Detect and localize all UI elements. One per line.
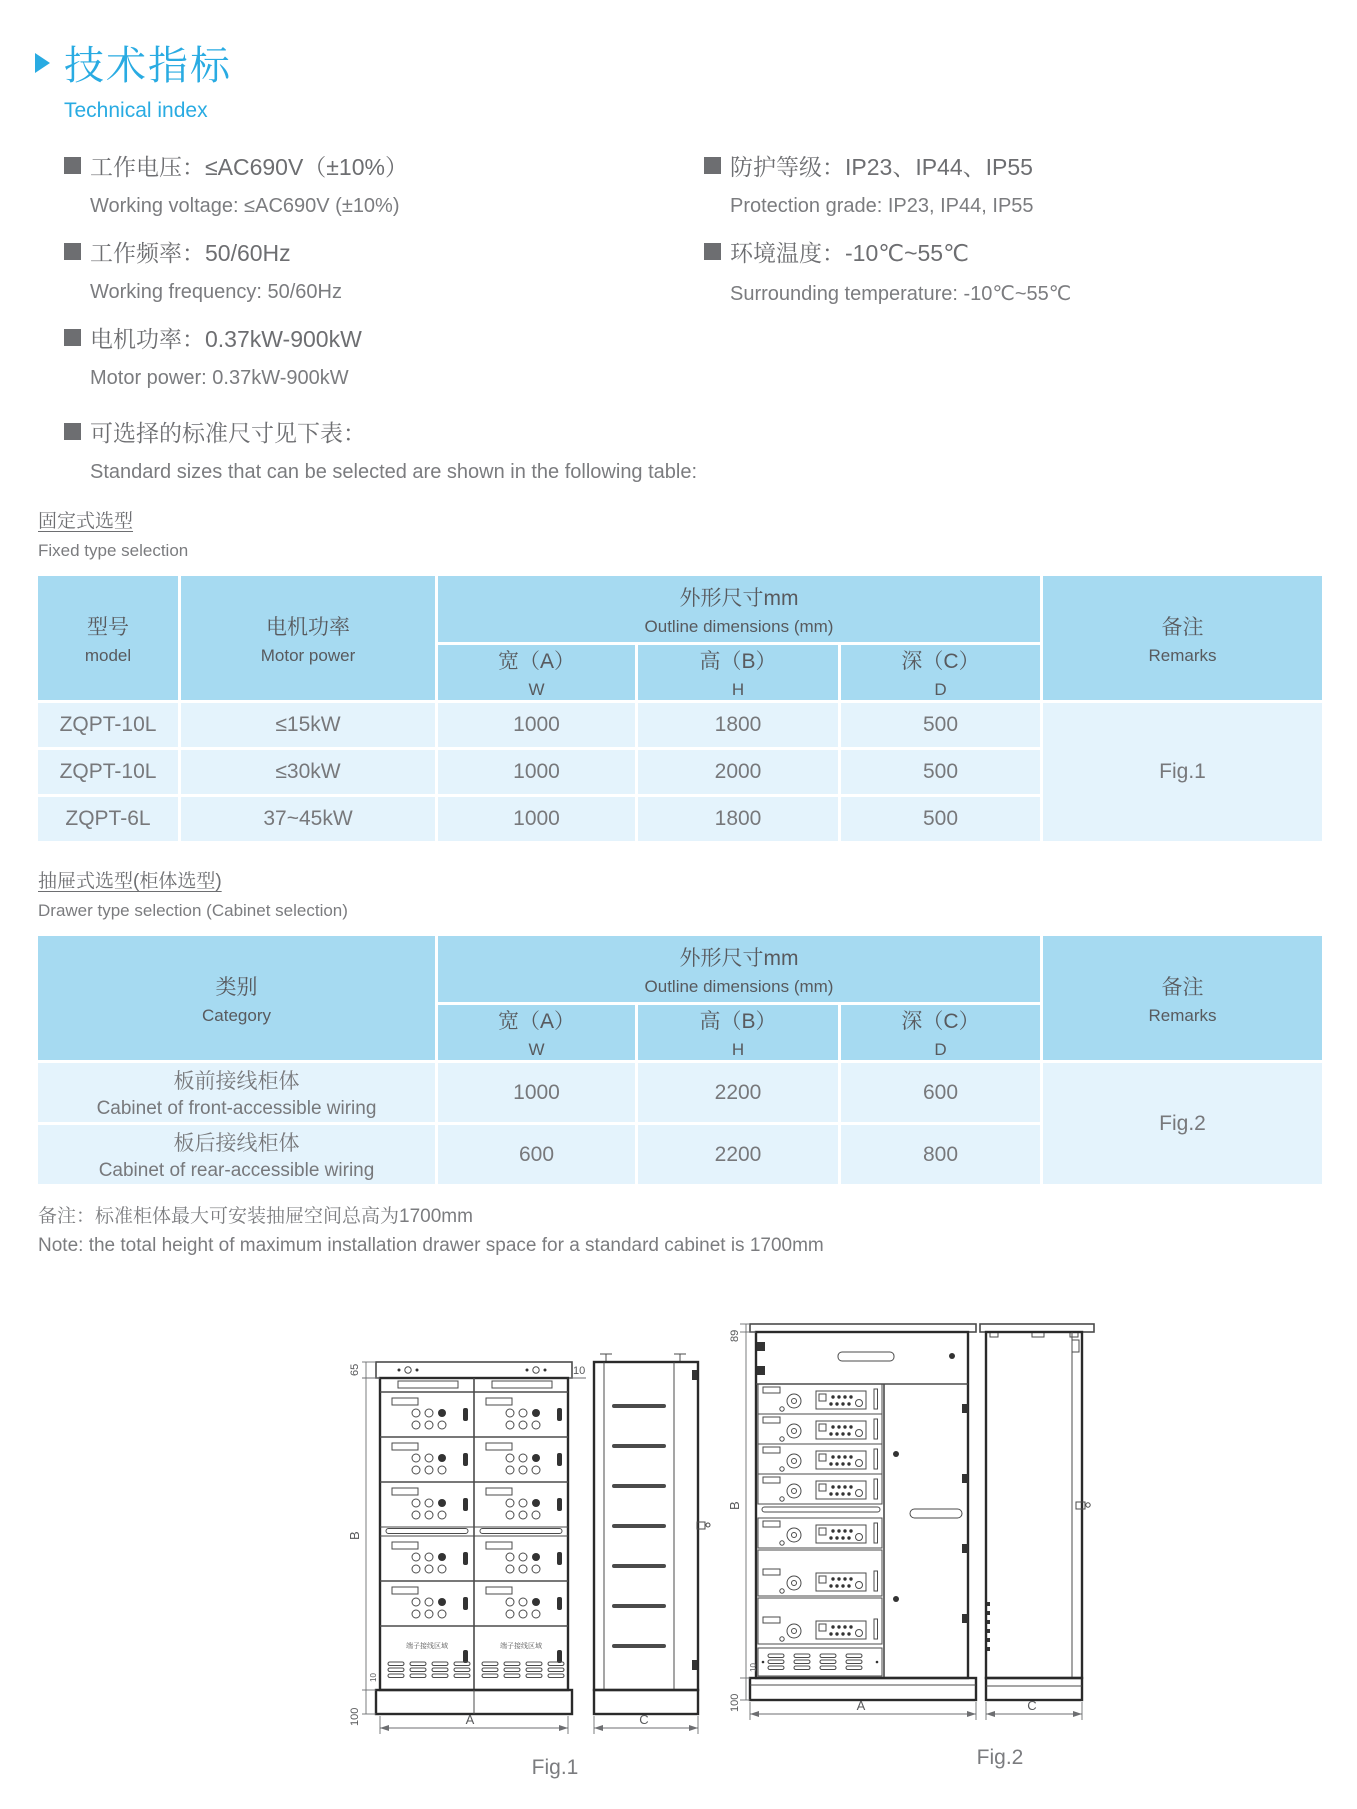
dim-base-height: 100: [729, 1693, 741, 1712]
bullet-square-icon: [704, 157, 721, 174]
spec-zh-text: 工作电压：≤AC690V（±10%）: [90, 154, 408, 180]
fig1-side-view-drawing: [576, 1330, 716, 1740]
table-row: [37, 1062, 1324, 1124]
col-header-model: 型号 model: [37, 575, 180, 702]
model-cell: ZQPT-10L: [37, 702, 180, 749]
spec-zh-text: 可选择的标准尺寸见下表：: [90, 420, 366, 446]
depth-cell: 600: [840, 1062, 1042, 1124]
remarks-cell: Fig.1: [1042, 702, 1324, 843]
dim-body-height: B: [347, 1531, 362, 1540]
remarks-cell: Fig.2: [1042, 1062, 1324, 1186]
fig1-caption: Fig.1: [531, 1756, 579, 1779]
power-cell: 37~45kW: [180, 796, 437, 843]
fig2-side-view-drawing: [972, 1304, 1102, 1734]
fig2-front-view-drawing: [726, 1304, 996, 1734]
col-header-remarks: 备注 Remarks: [1042, 575, 1324, 702]
spec-en-text: Working frequency: 50/60Hz: [90, 281, 342, 303]
footnote: [38, 1201, 1357, 1257]
spec-column-left: [64, 149, 704, 407]
section-zh-label: 抽屉式选型(柜体选型): [38, 871, 222, 892]
spec-zh-text: 防护等级：IP23、IP44、IP55: [730, 154, 1033, 180]
spec-zh-text: 电机功率：0.37kW-900kW: [90, 326, 362, 352]
spec-list: [64, 149, 1357, 407]
category-cell: 板后接线柜体 Cabinet of rear-accessible wiring: [37, 1124, 437, 1186]
spec-en-text: Motor power: 0.37kW-900kW: [90, 367, 349, 389]
dim-width: A: [465, 1712, 475, 1727]
height-cell: 2000: [637, 749, 840, 796]
section-en-label: Fixed type selection: [38, 541, 189, 560]
depth-cell: 500: [840, 796, 1042, 843]
model-cell: ZQPT-10L: [37, 749, 180, 796]
width-cell: 1000: [437, 796, 637, 843]
height-cell: 1800: [637, 702, 840, 749]
terminal-area-label: 端子接线区域: [406, 1643, 448, 1650]
dim-vent-gap: 10: [749, 1663, 758, 1672]
dim-cap-offset: 10: [573, 1365, 586, 1377]
section-fixed-type: [38, 506, 1357, 561]
dim-cap-height: 89: [729, 1329, 741, 1342]
spec-protection-grade: [704, 149, 1357, 218]
page-header: [0, 0, 1357, 123]
depth-cell: 500: [840, 749, 1042, 796]
spec-zh-text: 工作频率：50/60Hz: [90, 240, 291, 266]
bullet-square-icon: [64, 157, 81, 174]
width-cell: 1000: [437, 702, 637, 749]
power-cell: ≤15kW: [180, 702, 437, 749]
fig2-caption: Fig.2: [976, 1746, 1024, 1769]
fixed-type-table: [35, 573, 1325, 844]
model-cell: ZQPT-6L: [37, 796, 180, 843]
dim-depth: C: [639, 1712, 649, 1727]
dim-cap-height: 65: [349, 1363, 361, 1376]
power-cell: ≤30kW: [180, 749, 437, 796]
col-header-width: 宽（A） W: [437, 644, 637, 702]
title-arrow-icon: [35, 53, 50, 73]
footnote-en: Note: the total height of maximum installation drawer space for a standard cabinet is 1700mm: [38, 1235, 824, 1256]
bullet-square-icon: [64, 329, 81, 346]
fig1-front-view-drawing: [346, 1330, 586, 1740]
col-header-motor-power: 电机功率 Motor power: [180, 575, 437, 702]
section-en-label: Drawer type selection (Cabinet selection): [38, 901, 348, 920]
width-cell: 1000: [437, 749, 637, 796]
depth-cell: 800: [840, 1124, 1042, 1186]
page-subtitle: Technical index: [64, 99, 208, 122]
dim-depth: C: [1027, 1698, 1037, 1713]
col-header-remarks: 备注 Remarks: [1042, 935, 1324, 1062]
bullet-square-icon: [704, 243, 721, 260]
col-header-category: 类别 Category: [37, 935, 437, 1062]
dim-vent-gap: 10: [369, 1673, 378, 1682]
dim-base-height: 100: [349, 1707, 361, 1726]
terminal-area-label: 端子接线区域: [500, 1643, 542, 1650]
height-cell: 1800: [637, 796, 840, 843]
page-title: 技术指标: [64, 44, 232, 88]
spec-standard-sizes: [64, 415, 1357, 484]
spec-motor-power: [64, 321, 704, 390]
spec-surrounding-temperature: [704, 235, 1357, 306]
col-header-height: 高（B） H: [637, 644, 840, 702]
col-header-outline-dimensions: 外形尺寸mm Outline dimensions (mm): [437, 575, 1042, 644]
width-cell: 600: [437, 1124, 637, 1186]
spec-working-voltage: [64, 149, 704, 218]
col-header-height: 高（B） H: [637, 1004, 840, 1062]
drawer-type-table: [35, 933, 1325, 1187]
spec-en-text: Surrounding temperature: -10℃~55℃: [730, 283, 1072, 305]
spec-working-frequency: [64, 235, 704, 304]
bullet-square-icon: [64, 423, 81, 440]
section-zh-label: 固定式选型: [38, 511, 134, 532]
section-drawer-type: [38, 866, 1357, 921]
figures-area: [0, 1264, 1357, 1809]
height-cell: 2200: [637, 1124, 840, 1186]
spec-column-right: [704, 149, 1357, 407]
bullet-square-icon: [64, 243, 81, 260]
depth-cell: 500: [840, 702, 1042, 749]
table-row: [37, 702, 1324, 749]
category-cell: 板前接线柜体 Cabinet of front-accessible wiring: [37, 1062, 437, 1124]
col-header-width: 宽（A） W: [437, 1004, 637, 1062]
width-cell: 1000: [437, 1062, 637, 1124]
spec-en-text: Standard sizes that can be selected are shown in the following table:: [90, 461, 698, 483]
footnote-zh: 备注：标准柜体最大可安装抽屉空间总高为1700mm: [38, 1206, 473, 1227]
col-header-depth: 深（C） D: [840, 1004, 1042, 1062]
spec-en-text: Protection grade: IP23, IP44, IP55: [730, 195, 1034, 217]
col-header-outline-dimensions: 外形尺寸mm Outline dimensions (mm): [437, 935, 1042, 1004]
col-header-depth: 深（C） D: [840, 644, 1042, 702]
spec-en-text: Working voltage: ≤AC690V (±10%): [90, 195, 400, 217]
spec-zh-text: 环境温度：-10℃~55℃: [730, 240, 969, 266]
dim-body-height: B: [727, 1501, 742, 1510]
height-cell: 2200: [637, 1062, 840, 1124]
dim-width: A: [856, 1698, 866, 1713]
